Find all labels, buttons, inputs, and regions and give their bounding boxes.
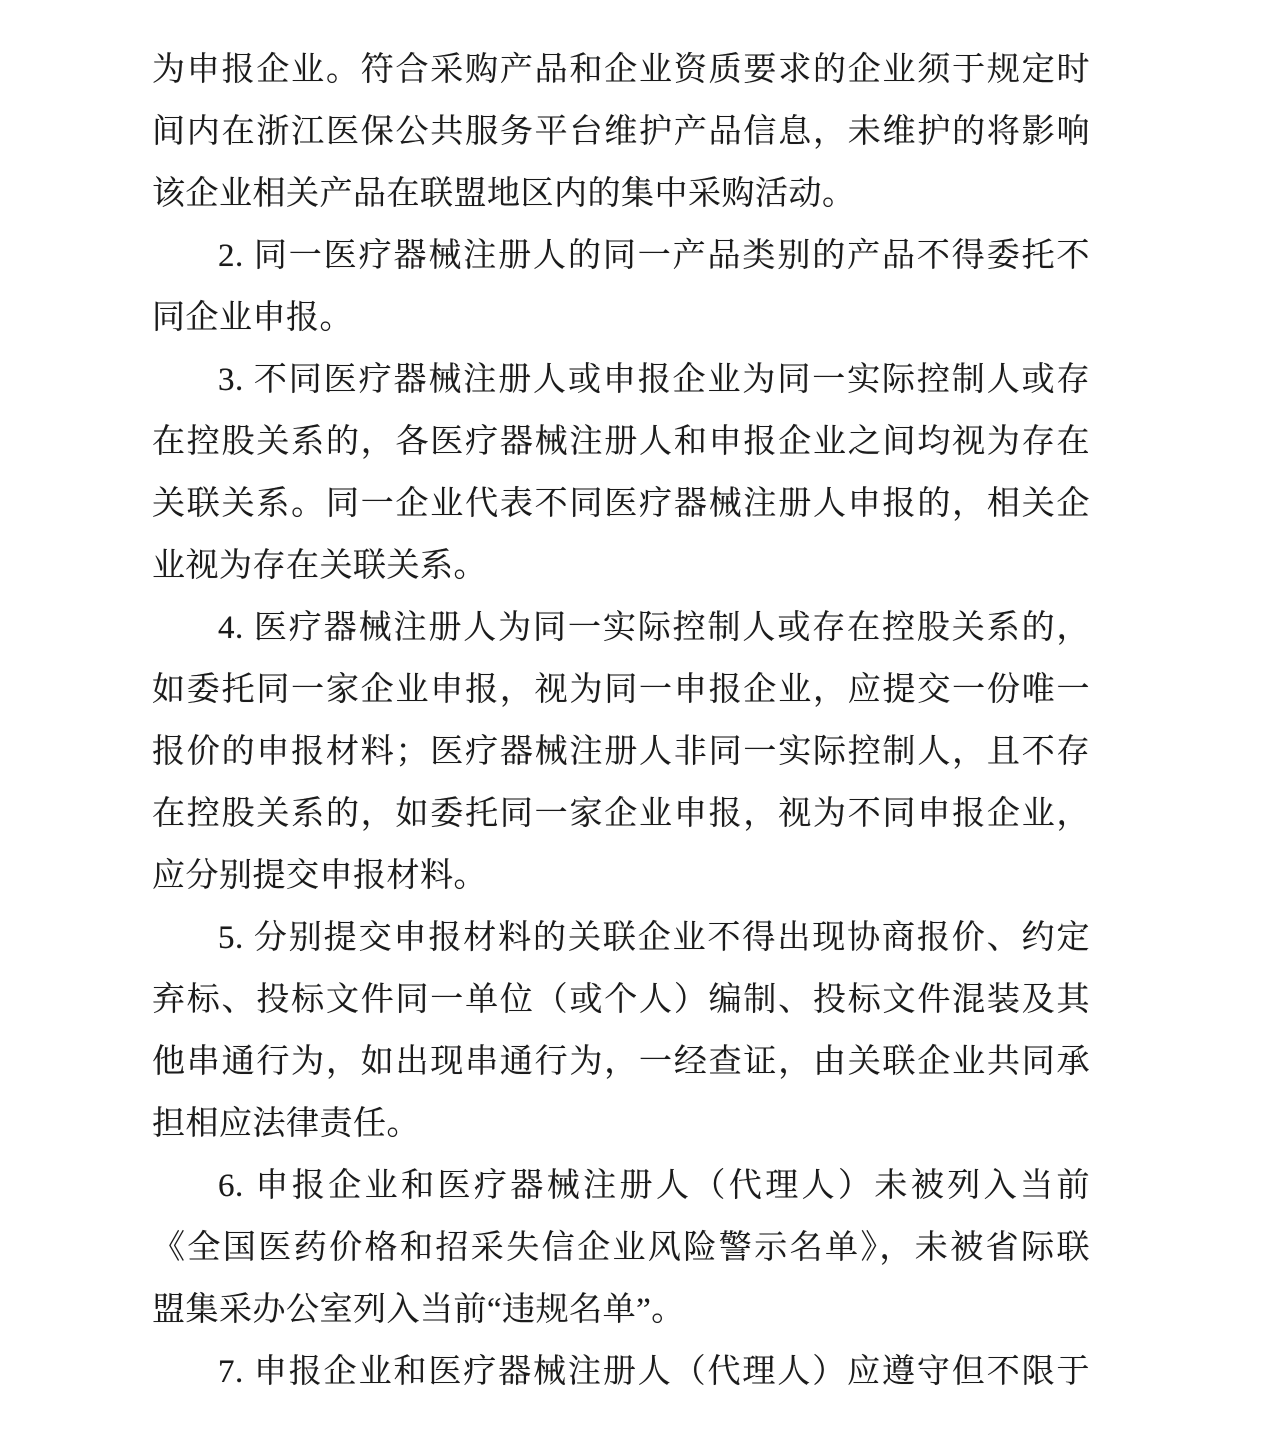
text-line: 盟集采办公室列入当前“违规名单”。: [152, 1292, 685, 1328]
text-line: 该企业相关产品在联盟地区内的集中采购活动。: [152, 176, 856, 212]
text-line: 2. 同一医疗器械注册人的同一产品类别的产品不得委托不: [218, 238, 1090, 274]
text-line: 在控股关系的，如委托同一家企业申报，视为不同申报企业，: [152, 796, 1090, 832]
text-line: 《全国医药价格和招采失信企业风险警示名单》，未被省际联: [152, 1230, 1090, 1266]
text-line: 3. 不同医疗器械注册人或申报企业为同一实际控制人或存: [218, 362, 1090, 398]
document-body: [152, 39, 1090, 1403]
text-line: 担相应法律责任。: [152, 1106, 420, 1142]
text-line: 为申报企业。符合采购产品和企业资质要求的企业须于规定时: [152, 52, 1090, 88]
text-line: 间内在浙江医保公共服务平台维护产品信息，未维护的将影响: [152, 114, 1090, 150]
text-line: 4. 医疗器械注册人为同一实际控制人或存在控股关系的，: [218, 610, 1090, 646]
text-line: 5. 分别提交申报材料的关联企业不得出现协商报价、约定: [218, 920, 1090, 956]
text-line: 关联关系。同一企业代表不同医疗器械注册人申报的，相关企: [152, 486, 1090, 522]
text-line: 弃标、投标文件同一单位（或个人）编制、投标文件混装及其: [152, 982, 1090, 1018]
text-line: 在控股关系的，各医疗器械注册人和申报企业之间均视为存在: [152, 424, 1090, 460]
text-line: 业视为存在关联关系。: [152, 548, 487, 584]
text-line: 报价的申报材料；医疗器械注册人非同一实际控制人，且不存: [152, 734, 1090, 770]
text-line: 他串通行为，如出现串通行为，一经查证，由关联企业共同承: [152, 1044, 1090, 1080]
text-line: 应分别提交申报材料。: [152, 858, 487, 894]
text-line: 7. 申报企业和医疗器械注册人（代理人）应遵守但不限于: [218, 1354, 1090, 1390]
text-line: 同企业申报。: [152, 300, 353, 336]
text-line: 如委托同一家企业申报，视为同一申报企业，应提交一份唯一: [152, 672, 1090, 708]
text-line: 6. 申报企业和医疗器械注册人（代理人）未被列入当前: [218, 1168, 1090, 1204]
